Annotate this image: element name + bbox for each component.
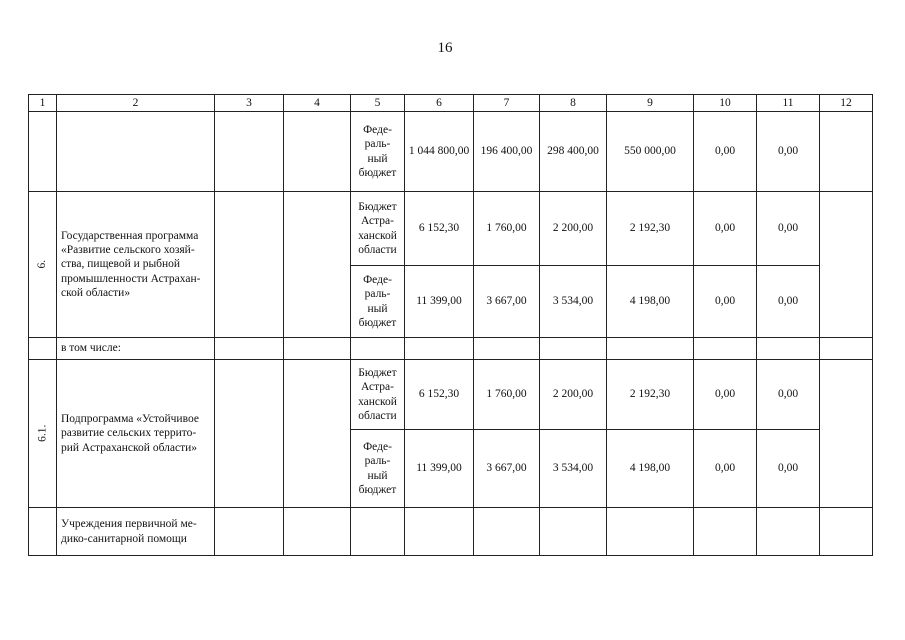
value-cell: 6 152,30 xyxy=(405,360,474,430)
institution-name: Учреждения первичной ме- дико-санитарной помощи xyxy=(57,508,215,556)
value-cell: 4 198,00 xyxy=(607,430,694,508)
subprogram-name: Подпрограмма «Устойчивое развитие сельских террито- рий Астраханской области» xyxy=(57,360,215,508)
value-cell: 196 400,00 xyxy=(474,112,540,192)
value-cell: 2 200,00 xyxy=(540,192,607,266)
cell-empty xyxy=(215,192,284,338)
funding-source: Бюджет Астра- ханской области xyxy=(351,192,405,266)
budget-table xyxy=(28,94,873,556)
cell-empty xyxy=(474,338,540,360)
value-cell: 11 399,00 xyxy=(405,266,474,338)
cell-empty xyxy=(405,338,474,360)
table-row xyxy=(29,508,873,556)
col-header: 10 xyxy=(694,95,757,112)
value-cell: 3 667,00 xyxy=(474,266,540,338)
cell-empty xyxy=(607,508,694,556)
table-row xyxy=(29,360,873,430)
value-cell: 0,00 xyxy=(694,112,757,192)
row-number: 6. xyxy=(29,192,57,338)
value-cell: 298 400,00 xyxy=(540,112,607,192)
cell-empty xyxy=(757,508,820,556)
value-cell: 0,00 xyxy=(694,192,757,266)
value-cell: 11 399,00 xyxy=(405,430,474,508)
header-row xyxy=(29,95,873,112)
program-name: Государственная программа «Развитие сельского хозяй- ства, пищевой и рыбной промышленности Астрахан- ской области» xyxy=(57,192,215,338)
cell-empty xyxy=(474,508,540,556)
cell-empty xyxy=(820,508,873,556)
cell-empty xyxy=(284,338,351,360)
cell-empty xyxy=(820,360,873,508)
value-cell: 1 044 800,00 xyxy=(405,112,474,192)
col-header: 4 xyxy=(284,95,351,112)
value-cell: 1 760,00 xyxy=(474,192,540,266)
cell-empty xyxy=(215,508,284,556)
col-header: 11 xyxy=(757,95,820,112)
value-cell: 0,00 xyxy=(757,360,820,430)
including-label: в том числе: xyxy=(57,338,215,360)
cell-empty xyxy=(820,112,873,192)
value-cell: 3 667,00 xyxy=(474,430,540,508)
cell-empty xyxy=(29,508,57,556)
row-number: 6.1. xyxy=(29,360,57,508)
cell-empty xyxy=(215,112,284,192)
value-cell: 0,00 xyxy=(757,430,820,508)
value-cell: 6 152,30 xyxy=(405,192,474,266)
col-header: 12 xyxy=(820,95,873,112)
value-cell: 0,00 xyxy=(757,112,820,192)
value-cell: 2 200,00 xyxy=(540,360,607,430)
value-cell: 550 000,00 xyxy=(607,112,694,192)
cell-empty xyxy=(405,508,474,556)
col-header: 1 xyxy=(29,95,57,112)
col-header: 3 xyxy=(215,95,284,112)
cell-empty xyxy=(284,192,351,338)
value-cell: 0,00 xyxy=(757,266,820,338)
value-cell: 3 534,00 xyxy=(540,266,607,338)
value-cell: 2 192,30 xyxy=(607,192,694,266)
cell-empty xyxy=(757,338,820,360)
value-cell: 0,00 xyxy=(694,430,757,508)
cell-empty xyxy=(820,338,873,360)
value-cell: 4 198,00 xyxy=(607,266,694,338)
cell-empty xyxy=(29,112,57,192)
cell-empty xyxy=(351,508,405,556)
cell-empty xyxy=(540,508,607,556)
cell-empty xyxy=(57,112,215,192)
value-cell: 0,00 xyxy=(694,360,757,430)
col-header: 5 xyxy=(351,95,405,112)
cell-empty xyxy=(284,508,351,556)
value-cell: 0,00 xyxy=(694,266,757,338)
cell-empty xyxy=(607,338,694,360)
cell-empty xyxy=(351,338,405,360)
table-row xyxy=(29,112,873,192)
col-header: 9 xyxy=(607,95,694,112)
cell-empty xyxy=(694,508,757,556)
cell-empty xyxy=(215,360,284,508)
funding-source: Бюджет Астра- ханской области xyxy=(351,360,405,430)
col-header: 7 xyxy=(474,95,540,112)
table-row xyxy=(29,338,873,360)
table-row xyxy=(29,192,873,266)
cell-empty xyxy=(215,338,284,360)
cell-empty xyxy=(540,338,607,360)
funding-source: Феде- раль- ный бюджет xyxy=(351,430,405,508)
page-number: 16 xyxy=(437,40,453,56)
col-header: 2 xyxy=(57,95,215,112)
cell-empty xyxy=(284,112,351,192)
cell-empty xyxy=(284,360,351,508)
value-cell: 2 192,30 xyxy=(607,360,694,430)
cell-empty xyxy=(820,192,873,338)
value-cell: 0,00 xyxy=(757,192,820,266)
funding-source: Феде- раль- ный бюджет xyxy=(351,266,405,338)
value-cell: 3 534,00 xyxy=(540,430,607,508)
value-cell: 1 760,00 xyxy=(474,360,540,430)
cell-empty xyxy=(29,338,57,360)
col-header: 8 xyxy=(540,95,607,112)
cell-empty xyxy=(694,338,757,360)
funding-source: Феде- раль- ный бюджет xyxy=(351,112,405,192)
col-header: 6 xyxy=(405,95,474,112)
